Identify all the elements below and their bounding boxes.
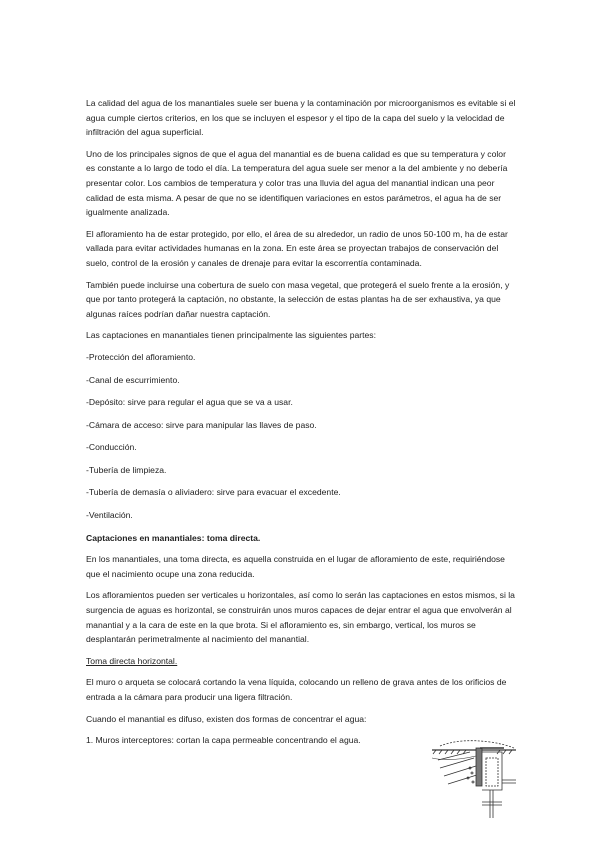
list-item: -Protección del afloramiento. bbox=[86, 351, 196, 362]
document-body bbox=[86, 96, 516, 755]
paragraph: Los afloramientos pueden ser verticales u horizontales, así como lo serán las captaciones en estos mismos, si la surgencia de aguas es horizontal, se construirán unos muros capaces de dejar entrar el agua que envolverán al manantial y a la cara de este en la que brota. Si el afloramiento es, sin embargo, vertical, los muros se desplantarán perimetralmente al nacimiento del manantial. bbox=[86, 590, 515, 645]
section-heading: Captaciones en manantiales: toma directa. bbox=[86, 532, 261, 543]
paragraph: Las captaciones en manantiales tienen principalmente las siguientes partes: bbox=[86, 330, 376, 341]
intercepting-wall-diagram bbox=[430, 738, 518, 822]
paragraph: El afloramiento ha de estar protegido, por ello, el área de su alrededor, un radio de unos 50-100 m, ha de estar vallada para evitar actividades humanas en la zona. En este área se proyectan trabajos de conservación del suelo, control de la erosión y canales de drenaje para evitar la escorrentía contaminada. bbox=[86, 228, 508, 268]
list-item: -Ventilación. bbox=[86, 510, 133, 521]
list-item: -Tubería de demasía o aliviadero: sirve para evacuar el excedente. bbox=[86, 487, 341, 498]
list-item: -Cámara de acceso: sirve para manipular las llaves de paso. bbox=[86, 419, 317, 430]
paragraph: También puede incluirse una cobertura de suelo con masa vegetal, que protegerá el suelo frente a la erosión, y que por tanto protegerá la captación, no obstante, la selección de estas plantas ha de ser exhaustiva, ya que algunas raíces podrían dañar nuestra captación. bbox=[86, 279, 510, 319]
list-item: -Depósito: sirve para regular el agua que se va a usar. bbox=[86, 397, 293, 408]
list-item: -Canal de escurrimiento. bbox=[86, 374, 180, 385]
paragraph: En los manantiales, una toma directa, es aquella construida en el lugar de afloramiento de este, requiriéndose que el nacimiento ocupe una zona reducida. bbox=[86, 554, 505, 579]
paragraph: El muro o arqueta se colocará cortando la vena líquida, colocando un relleno de grava antes de los orificios de entrada a la cámara para producir una ligera filtración. bbox=[86, 677, 507, 702]
paragraph: Cuando el manantial es difuso, existen dos formas de concentrar el agua: bbox=[86, 713, 367, 724]
list-item: -Tubería de limpieza. bbox=[86, 464, 167, 475]
subheading: Toma directa horizontal. bbox=[86, 655, 178, 666]
paragraph: 1. Muros interceptores: cortan la capa permeable concentrando el agua. bbox=[86, 735, 361, 746]
list-item: -Conducción. bbox=[86, 442, 137, 453]
paragraph: Uno de los principales signos de que el agua del manantial es de buena calidad es que su temperatura y color es constante a lo largo de todo el día. La temperatura del agua suele ser menor a la del ambiente y no debería presentar color. Los cambios de temperatura y color tras una lluvia del agua del manantial indican una peor calidad de esta misma. A pesar de que no se identifiquen variaciones en estos parámetros, el agua ha de ser igualmente analizada. bbox=[86, 148, 508, 218]
paragraph: La calidad del agua de los manantiales suele ser buena y la contaminación por microorganismos es evitable si el agua cumple ciertos criterios, en los que se incluyen el espesor y el tipo de la capa del suelo y la velocidad de infiltración del agua superficial. bbox=[86, 98, 516, 138]
